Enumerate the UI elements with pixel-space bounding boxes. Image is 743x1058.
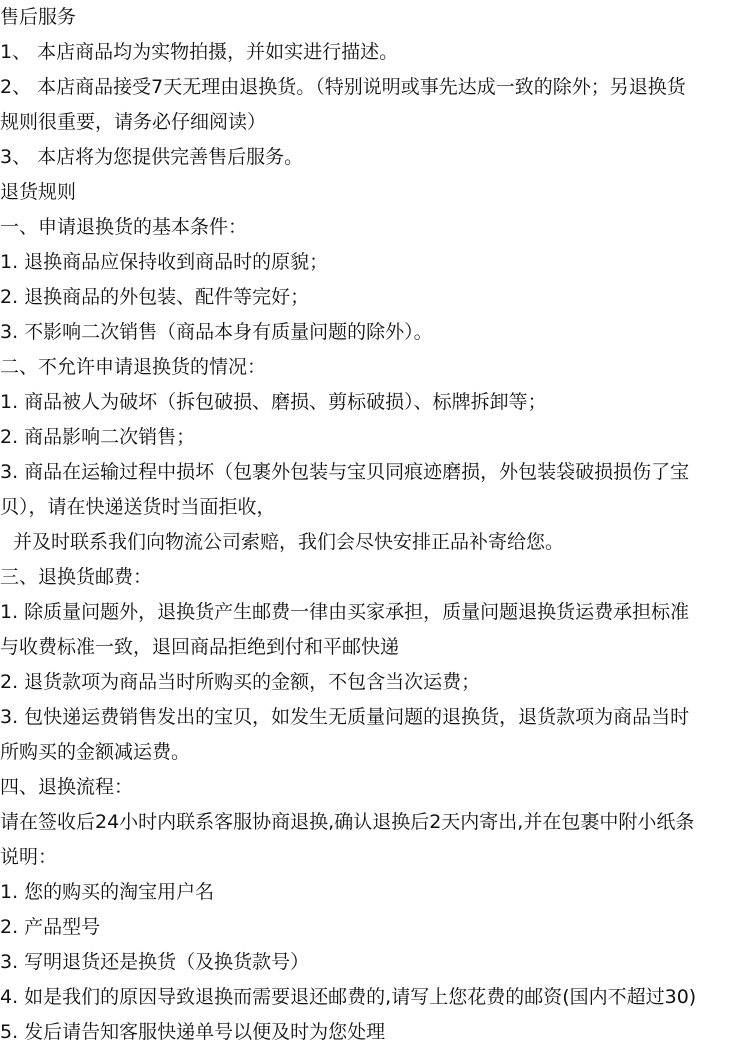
doc-line: 1. 商品被人为破坏（拆包破损、磨损、剪标破损）、标牌拆卸等； [0,391,547,413]
doc-line: 3、 本店将为您提供完善售后服务。 [0,146,304,168]
doc-line: 规则很重要，请务必仔细阅读） [0,111,267,133]
doc-line: 所购买的金额减运费。 [0,741,191,763]
doc-line: 1、 本店商品均为实物拍摄，并如实进行描述。 [0,41,399,63]
doc-line: 说明： [0,846,58,868]
doc-line: 1. 除质量问题外，退换货产生邮费一律由买家承担，质量问题退换货运费承担标准 [0,601,690,623]
doc-line: 请在签收后24小时内联系客服协商退换,确认退换后2天内寄出,并在包裹中附小纸条 [0,811,695,833]
doc-line: 3. 包快递运费销售发出的宝贝，如发生无质量问题的退换货，退货款项为商品当时 [0,706,690,728]
doc-line: 5. 发后请告知客服快递单号以便及时为您处理 [0,1021,386,1043]
doc-section-heading: 二、不允许申请退换货的情况： [0,356,267,378]
doc-line: 3. 写明退货还是换货（及换货款号） [0,951,310,973]
doc-line: 3. 不影响二次销售（商品本身有质量问题的除外）。 [0,321,433,343]
doc-section-heading: 一、申请退换货的基本条件： [0,216,248,238]
doc-line: 2. 退换商品的外包装、配件等完好； [0,286,310,308]
doc-heading-return-rules: 退货规则 [0,181,77,203]
doc-line: 2. 产品型号 [0,916,101,938]
doc-line: 3. 商品在运输过程中损坏（包裹外包装与宝贝同痕迹磨损，外包装袋破损损伤了宝 [0,461,690,483]
doc-line: 并及时联系我们向物流公司索赔，我们会尽快安排正品补寄给您。 [13,531,565,553]
doc-line: 2. 商品影响二次销售； [0,426,196,448]
doc-line: 2. 退货款项为商品当时所购买的金额，不包含当次运费； [0,671,481,693]
doc-section-heading: 四、退换流程： [0,776,134,798]
doc-section-heading: 三、退换货邮费： [0,566,153,588]
doc-line: 1. 退换商品应保持收到商品时的原貌； [0,251,329,273]
doc-line: 与收费标准一致，退回商品拒绝到付和平邮快递 [0,636,400,658]
doc-heading-after-sales: 售后服务 [0,6,77,28]
doc-line: 4. 如是我们的原因导致退换而需要退还邮费的,请写上您花费的邮资(国内不超过30) [0,986,697,1008]
doc-line: 1. 您的购买的淘宝用户名 [0,881,215,903]
doc-line: 贝），请在快递送货时当面拒收， [0,496,276,518]
doc-line: 2、 本店商品接受7天无理由退换货。（特别说明或事先达成一致的除外；另退换货 [0,76,686,98]
